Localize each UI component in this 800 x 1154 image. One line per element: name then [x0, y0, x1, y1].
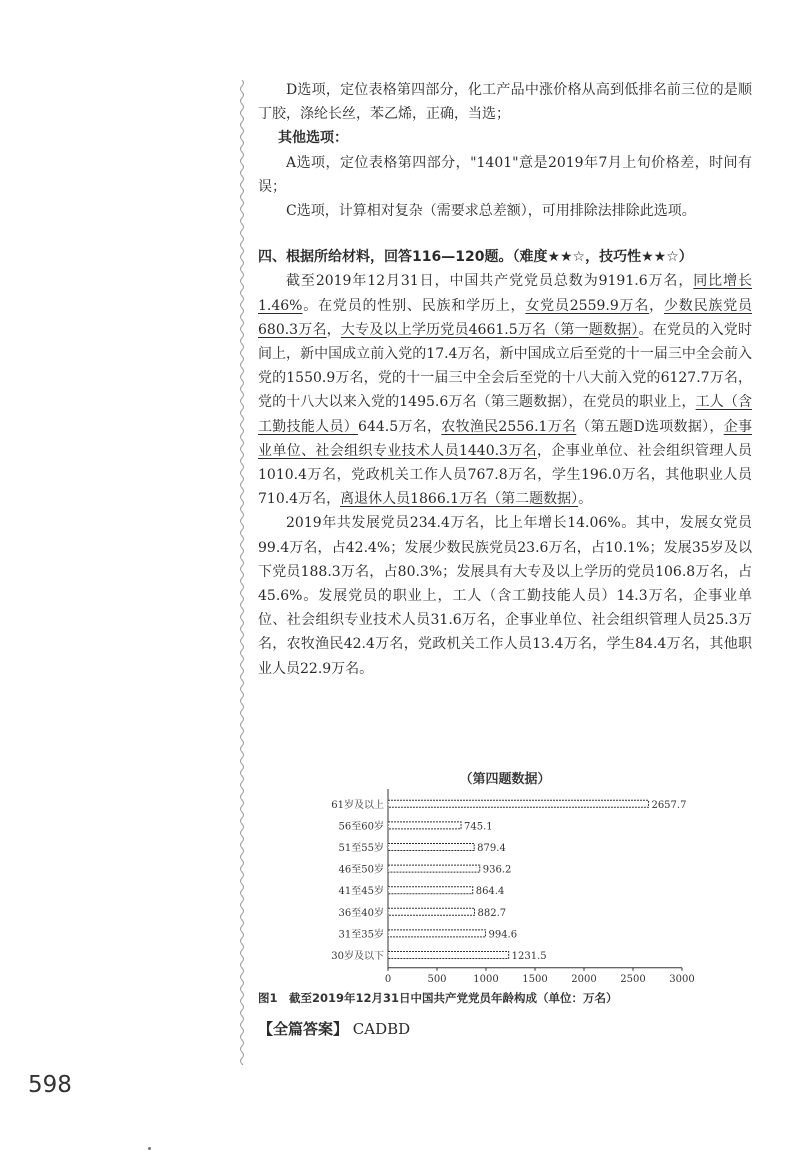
bar-value-label: 879.4 [477, 843, 506, 854]
answer-label: 【全篇答案】 [258, 1020, 349, 1038]
category-label: 46至50岁 [338, 864, 384, 876]
chart-svg [258, 772, 752, 1017]
bar [388, 887, 473, 894]
paragraph-text: 644.5万名， [358, 418, 442, 435]
bar-value-label: 936.2 [482, 864, 512, 876]
bar-value-label: 1231.5 [511, 951, 547, 962]
bar-value-label: 994.6 [488, 929, 518, 941]
skill-stars: ★★☆ [641, 249, 679, 266]
underlined-text: 大专及以上学历党员4661.5万名（第一题数据） [340, 321, 639, 338]
underlined-text: 企事业单位、社会组织专业技术人员1440.3万名 [258, 418, 752, 459]
bar [388, 865, 480, 872]
underlined-text: 离退休人员1866.1万名（第二题数据） [340, 491, 579, 508]
underlined-text: 少数民族党员680.3万名 [258, 297, 753, 338]
x-tick-label: 1500 [522, 973, 548, 985]
x-tick-label: 0 [384, 973, 392, 985]
paragraph-text: 。 [578, 491, 593, 508]
bar [388, 952, 509, 959]
category-label: 41至45岁 [338, 886, 384, 898]
bar [388, 844, 474, 851]
bar [388, 800, 648, 807]
underlined-text: 农牧渔民2556.1万名 [441, 418, 577, 435]
paragraph-text: ， [326, 321, 341, 338]
underlined-text: 同比增长1.46% [258, 273, 753, 314]
category-label: 56至60岁 [338, 821, 384, 833]
paragraph-text: ，企事业单位、社会组织管理人员1010.4万名，党政机关工作人员767.8万名，学生196.0万名，其他职业人员710.4万名， [258, 442, 752, 508]
bar-value-label: 745.1 [464, 821, 493, 833]
option-a-explanation: A选项，定位表格第四部分，"1401"意是2019年7月上旬价格差，时间有误； [258, 154, 752, 195]
binding-margin-wavy-line [238, 80, 246, 1065]
category-label: 51至55岁 [338, 843, 384, 854]
other-options-heading: 其他选项： [278, 130, 348, 147]
age-composition-chart [258, 772, 752, 1037]
underlined-text: 工人（含工勤技能人员） [258, 394, 752, 435]
difficulty-stars: ★★☆ [547, 249, 586, 266]
section-heading-prefix: 四、根据所给材料，回答116—120题。（难度 [258, 249, 548, 266]
section-heading-mid: ，技巧性 [585, 249, 642, 266]
answer-value: CADBD [352, 1020, 411, 1038]
section-heading [258, 245, 752, 269]
paragraph-text: 截至2019年12月31日，中国共产党党员总数为9191.6万名， [286, 273, 694, 290]
bar [388, 822, 461, 829]
text-column [258, 78, 752, 681]
bar [388, 908, 475, 915]
answer-line [258, 1018, 410, 1039]
category-label: 31至35岁 [338, 929, 384, 941]
bar-value-label: 864.4 [475, 886, 505, 898]
x-tick-label: 2500 [620, 973, 646, 985]
chart-caption: 图1 截至2019年12月31日中国共产党党员年龄构成（单位：万名） [258, 990, 618, 1005]
bar-value-label: 882.7 [477, 907, 507, 919]
bar [388, 930, 485, 937]
category-label: 30岁及以下 [331, 951, 384, 962]
x-tick-label: 1000 [473, 973, 499, 985]
paragraph-text: ， [649, 297, 664, 314]
page-number: 598 [28, 1072, 72, 1098]
chart-title: （第四题数据） [459, 772, 551, 787]
underlined-text: 女党员2559.9万名 [525, 297, 650, 314]
material-paragraph-2: 2019年共发展党员234.4万名，比上年增长14.06%。其中，发展女党员99.4万名，占42.4%；发展少数民族党员23.6万名，占10.1%；发展35岁及以下党员188.3万名，占80.3%；发展具有大专及以上学历的党员106.8万名，占45.6%。发展党员的职业上，工人（含工勤技能人员）14.3万名，企事业单位、社会组织专业技术人员31.6万名，企事业单位、社会组织管理人员25.3万名，农牧渔民42.4万名，党政机关工作人员13.4万名，学生84.4万名，其他职业人员22.9万名。 [258, 515, 752, 677]
material-paragraph-1 [258, 269, 752, 511]
category-label: 36至40岁 [338, 907, 384, 919]
x-tick-label: 2000 [571, 973, 597, 985]
option-d-explanation: D选项，定位表格第四部分，化工产品中涨价格从高到低排名前三位的是顺丁胶，涤纶长丝，苯乙烯，正确，当选； [258, 82, 752, 123]
paragraph-text: 。在党员的入党时间上，新中国成立前入党的17.4万名，新中国成立后至党的十一届三中全会前入党的1550.9万名，党的十一届三中全会后至党的十八大前入党的6127.7万名，党的十八大以来入党的1495.6万名（第三题数据），在党员的职业上， [258, 321, 752, 411]
option-c-explanation: C选项，计算相对复杂（需要求总差额），可用排除法排除此选项。 [286, 203, 696, 220]
x-tick-label: 3000 [669, 973, 695, 985]
category-label: 61岁及以上 [331, 799, 384, 811]
paragraph-text: （第五题D选项数据）， [576, 418, 724, 435]
bar-value-label: 2657.7 [651, 799, 687, 811]
section-heading-suffix: ） [678, 249, 693, 266]
scan-speck [148, 1147, 151, 1150]
x-tick-label: 500 [427, 973, 447, 985]
paragraph-text: 。在党员的性别、民族和学历上， [302, 297, 526, 314]
